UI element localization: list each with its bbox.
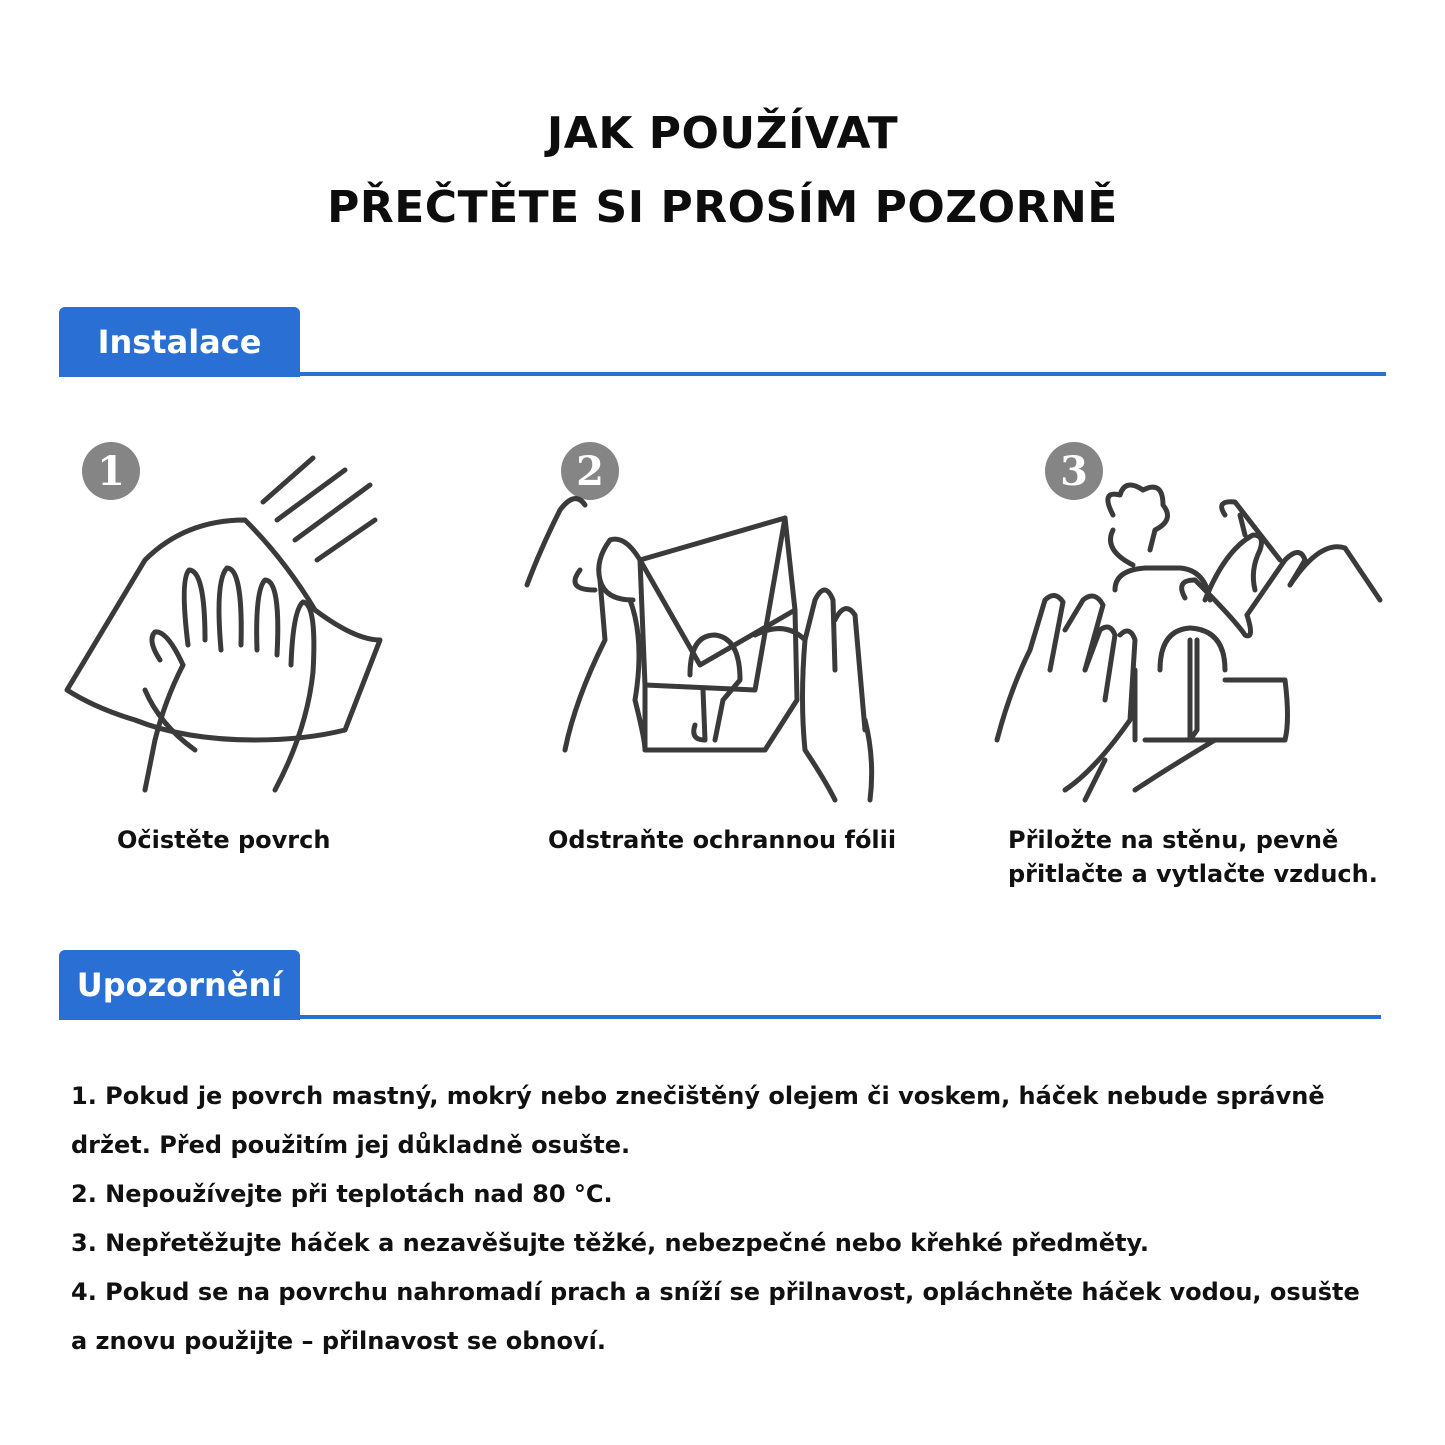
step-2-illustration (515, 440, 915, 810)
step-1-caption: Očistěte povrch (117, 826, 331, 854)
note-line: 3. Nepřetěžujte háček a nezavěšujte těžké, nebezpečné nebo křehké předměty. (71, 1229, 1150, 1257)
step-number-badge: 3 (1045, 442, 1103, 500)
step-3-caption-line-2: přitlačte a vytlačte vzduch. (1008, 860, 1378, 888)
step-1-illustration (55, 440, 455, 810)
section-divider (59, 372, 1386, 376)
note-line: 1. Pokud je povrch mastný, mokrý nebo znečištěný olejem či voskem, háček nebude správně (71, 1082, 1325, 1110)
note-line: 2. Nepoužívejte při teplotách nad 80 °C. (71, 1180, 613, 1208)
press-hook-icon (985, 440, 1385, 810)
warning-notes (71, 1072, 1391, 1366)
peel-film-icon (515, 440, 915, 810)
section-divider (59, 1015, 1381, 1019)
wipe-surface-icon (55, 440, 455, 810)
section-tab-warning: Upozornění (59, 950, 300, 1020)
page-title-line-1: JAK POUŽÍVAT (546, 108, 899, 159)
step-2-caption: Odstraňte ochrannou fólii (548, 826, 897, 854)
note-line: 4. Pokud se na povrchu nahromadí prach a sníží se přilnavost, opláchněte háček vodou, osušte (71, 1278, 1360, 1306)
step-3-caption-line-1: Přiložte na stěnu, pevně (1008, 826, 1339, 854)
note-line: držet. Před použitím jej důkladně osušte. (71, 1131, 631, 1159)
step-3-caption (1008, 823, 1428, 891)
step-3-illustration (985, 440, 1385, 810)
section-tab-installation: Instalace (59, 307, 300, 377)
step-number-badge: 2 (561, 442, 619, 500)
page-title-line-2: PŘEČTĚTE SI PROSÍM POZORNĚ (327, 182, 1118, 233)
step-number-badge: 1 (82, 442, 140, 500)
note-line: a znovu použijte – přilnavost se obnoví. (71, 1327, 606, 1355)
